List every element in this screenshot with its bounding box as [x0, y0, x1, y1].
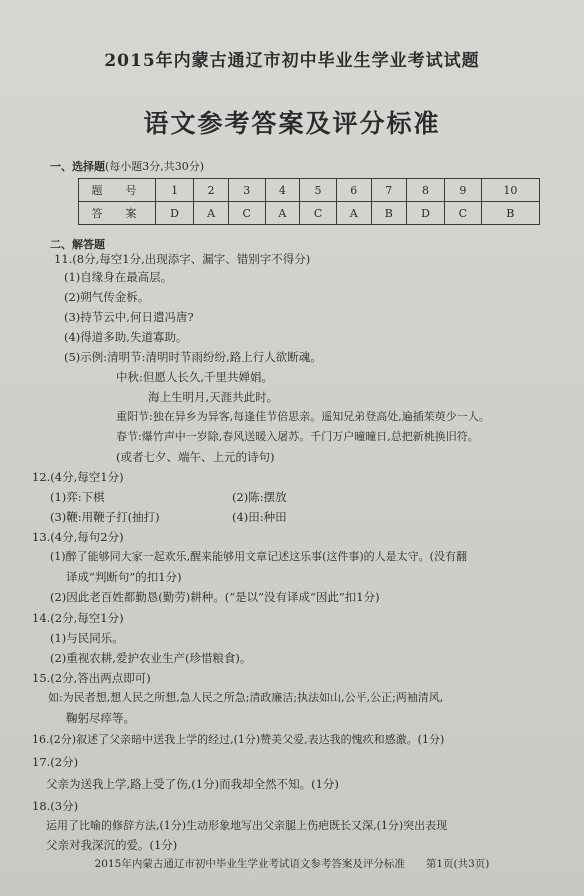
answer-cell: D: [406, 202, 444, 225]
question-number: 7: [371, 179, 406, 202]
answer-line: (2)朔气传金柝。: [64, 290, 150, 304]
answer-line: (1)与民同乐。: [50, 631, 124, 645]
answer-cell: A: [194, 202, 229, 225]
answer-line: 12.(4分,每空1分): [32, 470, 124, 484]
answer-line: (3)持节云中,何日遣冯唐?: [64, 310, 194, 324]
answer-line: (4)田:种田: [232, 510, 287, 524]
question-number: 1: [156, 179, 194, 202]
answer-line: 17.(2分): [32, 755, 79, 769]
answer-line: 18.(3分): [32, 799, 79, 813]
question-number: 5: [300, 179, 337, 202]
answer-line: 13.(4分,每句2分): [32, 530, 124, 544]
answer-line: 鞠躬尽瘁等。: [66, 711, 135, 725]
answer-cell: A: [336, 202, 371, 225]
question-number: 2: [194, 179, 229, 202]
answer-line: 重阳节:独在异乡为异客,每逢佳节倍思亲。遥知兄弟登高处,遍插茱萸少一人。: [116, 410, 490, 423]
answer-cell: B: [481, 202, 539, 225]
question-number: 6: [336, 179, 371, 202]
question-number: 9: [445, 179, 482, 202]
section-choice-heading: [50, 158, 204, 174]
question-number-row: [79, 179, 540, 202]
answer-line: 春节:爆竹声中一岁除,春风送暖入屠苏。千门万户曈曈日,总把新桃换旧符。: [116, 430, 479, 443]
page-title: 语文参考答案及评分标准: [143, 109, 441, 138]
answer-line: 16.(2分)叙述了父亲暗中送我上学的经过,(1分)赞美父爱,表达我的愧疚和感激。(1分): [32, 733, 445, 746]
section-choice-note: (每小题3分,共30分): [105, 160, 205, 173]
answer-cell: D: [156, 202, 194, 225]
answer-line: (1)醉了能够同大家一起欢乐,醒来能够用文章记述这乐事(这件事)的人是太守。(没有翻: [50, 550, 467, 563]
answer-line: (2)陈:摆放: [232, 490, 287, 504]
page-footer: 2015年内蒙古通辽市初中毕业生学业考试语文参考答案及评分标准 第1页(共3页): [94, 858, 490, 870]
answer-cell: B: [371, 202, 406, 225]
answer-header: 答 案: [79, 202, 156, 225]
answer-line: 11.(8分,每空1分,出现添字、漏字、错别字不得分): [54, 252, 311, 266]
answer-line: (3)鞭:用鞭子打(抽打): [50, 510, 160, 524]
answer-table: [78, 178, 540, 225]
answer-line: (1)弈:下棋: [50, 490, 105, 504]
answer-line: 译成“判断句”的扣1分): [66, 570, 182, 584]
answer-line: 运用了比喻的修辞方法,(1分)生动形象地写出父亲腿上伤疤既长又深,(1分)突出表现: [46, 819, 448, 832]
exam-header: 2015年内蒙古通辽市初中毕业生学业考试试题: [104, 51, 480, 71]
answer-line: 父亲对我深沉的爱。(1分): [46, 838, 178, 852]
answer-line: (4)得道多助,失道寡助。: [64, 330, 188, 344]
question-number: 8: [406, 179, 444, 202]
answer-line: 如:为民者想,想人民之所想,急人民之所急;清政廉洁;执法如山,公平,公正;两袖清风,: [48, 691, 444, 704]
question-number: 10: [481, 179, 539, 202]
answer-line: (或者七夕、端午、上元的诗句): [116, 450, 275, 464]
answer-line: (2)因此老百姓都勤恳(勤劳)耕种。(“是以”没有译成“因此”扣1分): [50, 590, 380, 604]
answer-line: 14.(2分,每空1分): [32, 611, 124, 625]
answer-cell: C: [300, 202, 337, 225]
answer-line: 海上生明月,天涯共此时。: [148, 390, 279, 404]
question-number: 4: [265, 179, 300, 202]
answer-line: 中秋:但愿人长久,千里共婵娟。: [116, 370, 274, 384]
question-number: 3: [228, 179, 265, 202]
section-answer-heading: 二、解答题: [50, 238, 105, 251]
answer-line: 15.(2分,答出两点即可): [32, 671, 151, 685]
answer-line: (5)示例:清明节:清明时节雨纷纷,路上行人欲断魂。: [64, 350, 322, 364]
answer-line: 父亲为送我上学,路上受了伤,(1分)而我却全然不知。(1分): [46, 777, 339, 791]
answer-cell: C: [228, 202, 265, 225]
answer-row: [79, 202, 540, 225]
answer-line: (2)重视农耕,爱护农业生产(珍惜粮食)。: [50, 651, 252, 665]
answer-cell: A: [265, 202, 300, 225]
section-choice-label: 一、选择题: [50, 160, 105, 173]
answer-line: (1)自缘身在最高层。: [64, 270, 173, 284]
question-number-header: 题 号: [79, 179, 156, 202]
answer-cell: C: [445, 202, 482, 225]
